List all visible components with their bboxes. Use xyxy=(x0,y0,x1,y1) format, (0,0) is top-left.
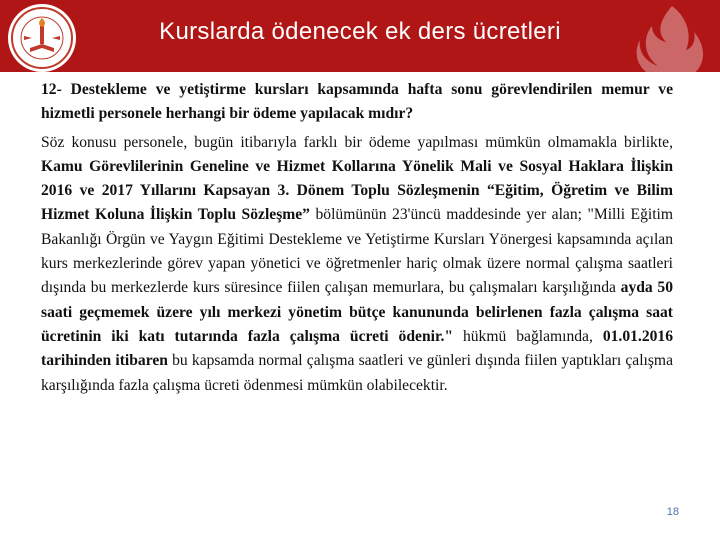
answer-part-3: bölümünün 23'üncü maddesinde yer alan; "Milli Eğitim Bakanlığı Örgün ve Yaygın Eğitimi Destekleme ve Yetiştirme Kursları Yönergesi kapsamında açılan kurs merkezlerinde görev yapan yönetici ve öğretmenler hariç olmak üzere normal çalışma saatleri dışında bu merkezlerde kurs süresince fiilen çalışan memurlara, bu çalışmaları karşılığında xyxy=(41,206,673,297)
question-text: 12- Destekleme ve yetiştirme kursları kapsamında hafta sonu görevlendirilen memur ve hizmetli personele herhangi bir ödeme yapılacak mıdır? xyxy=(41,81,673,123)
answer-part-5: hükmü bağlamında, xyxy=(453,327,603,345)
slide-content xyxy=(41,78,673,398)
page-number: 18 xyxy=(666,506,679,518)
slide-title: Kurslarda ödenecek ek ders ücretleri xyxy=(159,18,561,45)
answer-part-2-bold: Kamu Görevlilerinin Geneline ve Hizmet Kollarına Yönelik Mali ve Sosyal Haklara İlişkin 2016 ve 2017 Yıllarını Kapsayan 3. Dönem Toplu Sözleşmenin “Eğitim, Öğretim ve Bilim Hizmet Koluna İlişkin Toplu Sözleşme” xyxy=(41,157,673,224)
answer-part-7: bu kapsamda normal çalışma saatleri ve günleri dışında fiilen yaptıkları çalışma karşılığında fazla çalışma ücreti ödenmesi mümkün olabilecektir. xyxy=(41,352,673,394)
answer-text xyxy=(41,131,673,398)
header-divider xyxy=(34,72,686,76)
answer-part-1: Söz konusu personele, bugün itibarıyla farklı bir ödeme yapılması mümkün olmamakla birlikte, xyxy=(41,133,673,151)
answer-part-6-bold: 01.01.2016 tarihinden itibaren xyxy=(41,327,673,370)
answer-part-4-bold: ayda 50 saati geçmemek üzere yılı merkezi yönetim bütçe kanununda belirlenen fazla çalışma saat ücretinin iki katı tutarında fazla çalışma ücreti ödenir." xyxy=(41,279,674,345)
slide-header xyxy=(0,0,720,72)
